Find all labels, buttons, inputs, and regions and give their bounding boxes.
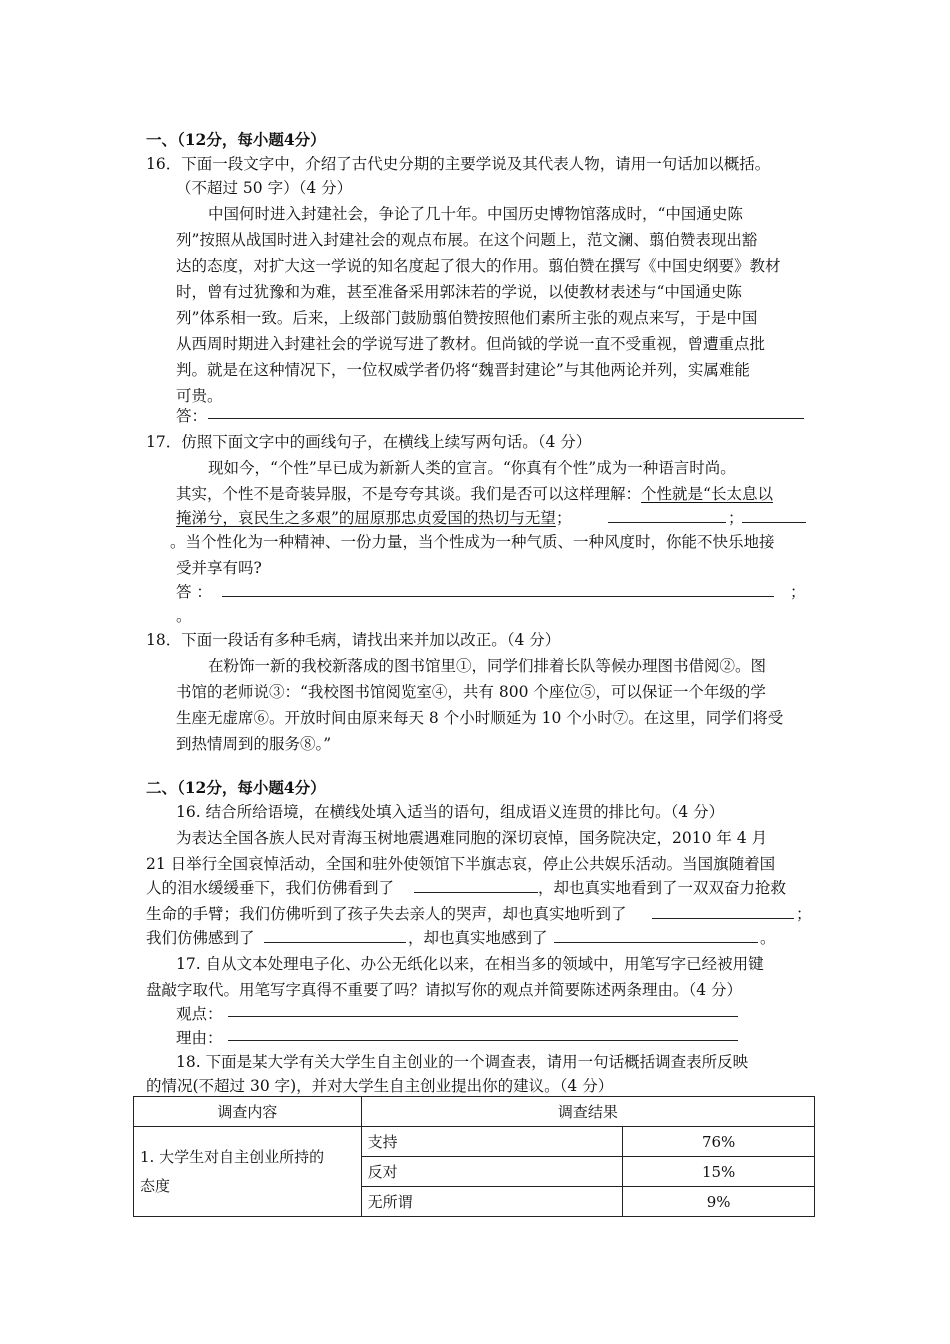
s2-q16-line3b: ，却也真实地看到了一双双奋力抢救	[538, 879, 787, 897]
q16-prompt-line2: （不超过 50 字）（4 分）	[176, 179, 353, 197]
q16-passage-line: 达的态度，对扩大这一学说的知名度起了很大的作用。翦伯赞在撰写《中国史纲要》教材	[176, 257, 781, 275]
q16-passage-line: 判。就是在这种情况下，一位权威学者仍将“魏晋封建论”与其他两论并列，实属难能	[176, 361, 750, 379]
s2-q16-prompt: 16. 结合所给语境，在横线处填入适当的语句，组成语义连贯的排比句。（4 分）	[176, 803, 725, 821]
q16-prompt-line1: 16．下面一段文字中，介绍了古代史分期的主要学说及其代表人物，请用一句话加以概括。	[146, 155, 771, 173]
s2-q16-line1: 为表达全国各族人民对青海玉树地震遇难同胞的深切哀悼，国务院决定，2010 年 4 月	[176, 829, 768, 847]
q17-line5: 受并享有吗?	[176, 559, 262, 577]
q17-answer-line[interactable]	[222, 596, 774, 597]
q16-passage-line: 时，曾有过犹豫和为难，甚至准备采用郭沫若的学说，以使教材表述与“中国通史陈	[176, 283, 742, 301]
s2-q16-line5b: ，却也真实地感到了	[408, 929, 548, 947]
s2-q16-line5a: 我们仿佛感到了	[146, 929, 255, 947]
value-cell: 76%	[623, 1127, 815, 1157]
q17-answer-sep: ；	[790, 583, 806, 601]
row-label-line2: 态度	[140, 1176, 171, 1195]
q16-answer-line[interactable]	[208, 418, 804, 419]
q16-answer-label: 答：	[176, 407, 208, 425]
q18-passage-line: 在粉饰一新的我校新落成的图书馆里①，同学们排着长队等候办理图书借阅②。图	[208, 657, 767, 675]
survey-table	[133, 1096, 815, 1217]
q18-passage-line: 生座无虚席⑥。开放时间由原来每天 8 个小时顺延为 10 个小时⑦。在这里，同学们将受	[176, 709, 784, 727]
q17-blank-2[interactable]	[742, 522, 806, 523]
q18-passage-line: 到热情周到的服务⑧。”	[176, 735, 332, 753]
q16-passage-line: 从西周时期进入封建社会的学说写进了教材。但尚钺的学说一直不受重视，曾遭重点批	[176, 335, 766, 353]
q17-model-sentence-part2: 掩涕兮，哀民生之多艰”的屈原那忠贞爱国的热切与无望	[176, 509, 556, 527]
value-cell: 9%	[623, 1187, 815, 1217]
option-cell: 支持	[361, 1127, 623, 1157]
q17-line3	[176, 506, 571, 528]
header-survey-result: 调查结果	[361, 1097, 814, 1127]
q18-prompt: 18．下面一段话有多种毛病，请找出来并加以改正。（4 分）	[146, 631, 561, 649]
row-label-attitude	[134, 1127, 362, 1217]
q17-line4: 。当个性化为一种精神、一份力量，当个性成为一种气质、一种风度时，你能不快乐地接	[170, 533, 775, 551]
q16-passage-line: 列”体系相一致。后来，上级部门鼓励翦伯赞按照他们素所主张的观点来写，于是中国	[176, 309, 758, 327]
s2-q17-line1: 17. 自从文本处理电子化、办公无纸化以来，在相当多的领域中，用笔写字已经被用键	[176, 955, 764, 973]
q17-line2	[176, 482, 773, 504]
q17-model-sentence-part1: 个性就是“长太息以	[641, 485, 773, 503]
section1-heading: 一、（12分，每小题4分）	[146, 130, 326, 149]
s2-q16-blank-4[interactable]	[554, 942, 758, 943]
q16-passage-line: 中国何时进入封建社会，争论了几十年。中国历史博物馆落成时，“中国通史陈	[208, 205, 743, 223]
q17-blank-1[interactable]	[608, 522, 726, 523]
s2-q18-line2: 的情况(不超过 30 字)，并对大学生自主创业提出你的建议。（4 分）	[146, 1077, 614, 1095]
header-survey-content: 调查内容	[134, 1097, 362, 1127]
s2-q17-viewpoint-label: 观点：	[176, 1005, 223, 1023]
q17-sep1: ；	[555, 509, 572, 527]
q18-passage-line: 书馆的老师说③：“我校图书馆阅览室④，共有 800 个座位⑤，可以保证一个年级的学	[176, 683, 766, 701]
s2-q18-line1: 18. 下面是某大学有关大学生自主创业的一个调查表，请用一句话概括调查表所反映	[176, 1053, 749, 1071]
section2-heading: 二、（12分，每小题4分）	[146, 778, 326, 797]
s2-q17-line2: 盘敲字取代。用笔写字真得不重要了吗？请拟写你的观点并简要陈述两条理由。（4 分）	[146, 981, 743, 999]
s2-q16-line5c: 。	[760, 929, 776, 947]
q16-passage-line: 列”按照从战国时进入封建社会的观点布展。在这个问题上，范文澜、翦伯赞表现出豁	[176, 231, 758, 249]
s2-q17-reason-label: 理由：	[176, 1029, 223, 1047]
option-cell: 无所谓	[361, 1187, 623, 1217]
s2-q16-line3a: 人的泪水缓缓垂下，我们仿佛看到了	[146, 879, 395, 897]
s2-q16-blank-3[interactable]	[264, 942, 406, 943]
option-cell: 反对	[361, 1157, 623, 1187]
s2-q16-line4b: ；	[796, 905, 812, 923]
s2-q16-line4a: 生命的手臂；我们仿佛听到了孩子失去亲人的哭声，却也真实地听到了	[146, 905, 627, 923]
q17-answer-label: 答 ：	[176, 583, 212, 601]
q17-prompt: 17．仿照下面文字中的画线句子，在横线上续写两句话。（4 分）	[146, 433, 592, 451]
q17-line2-text: 其实，个性不是奇装异服，不是夸夸其谈。我们是否可以这样理解：	[176, 485, 642, 503]
q17-sep2: ；	[728, 509, 744, 527]
reason-answer-line[interactable]	[228, 1040, 738, 1041]
q16-passage-line: 可贵。	[176, 387, 223, 405]
table-row	[134, 1127, 815, 1157]
q17-line1: 现如今，“个性”早已成为新新人类的宣言。“你真有个性”成为一种语言时尚。	[208, 459, 736, 477]
row-label-line1: 1. 大学生对自主创业所持的	[140, 1147, 325, 1166]
value-cell: 15%	[623, 1157, 815, 1187]
s2-q16-blank-1[interactable]	[414, 892, 538, 893]
q17-answer-end: 。	[176, 607, 192, 625]
s2-q16-blank-2[interactable]	[652, 918, 794, 919]
viewpoint-answer-line[interactable]	[228, 1016, 738, 1017]
survey-table-header-row	[134, 1097, 815, 1127]
s2-q16-line2: 21 日举行全国哀悼活动，全国和驻外使领馆下半旗志哀，停止公共娱乐活动。当国旗随着国	[146, 855, 776, 873]
